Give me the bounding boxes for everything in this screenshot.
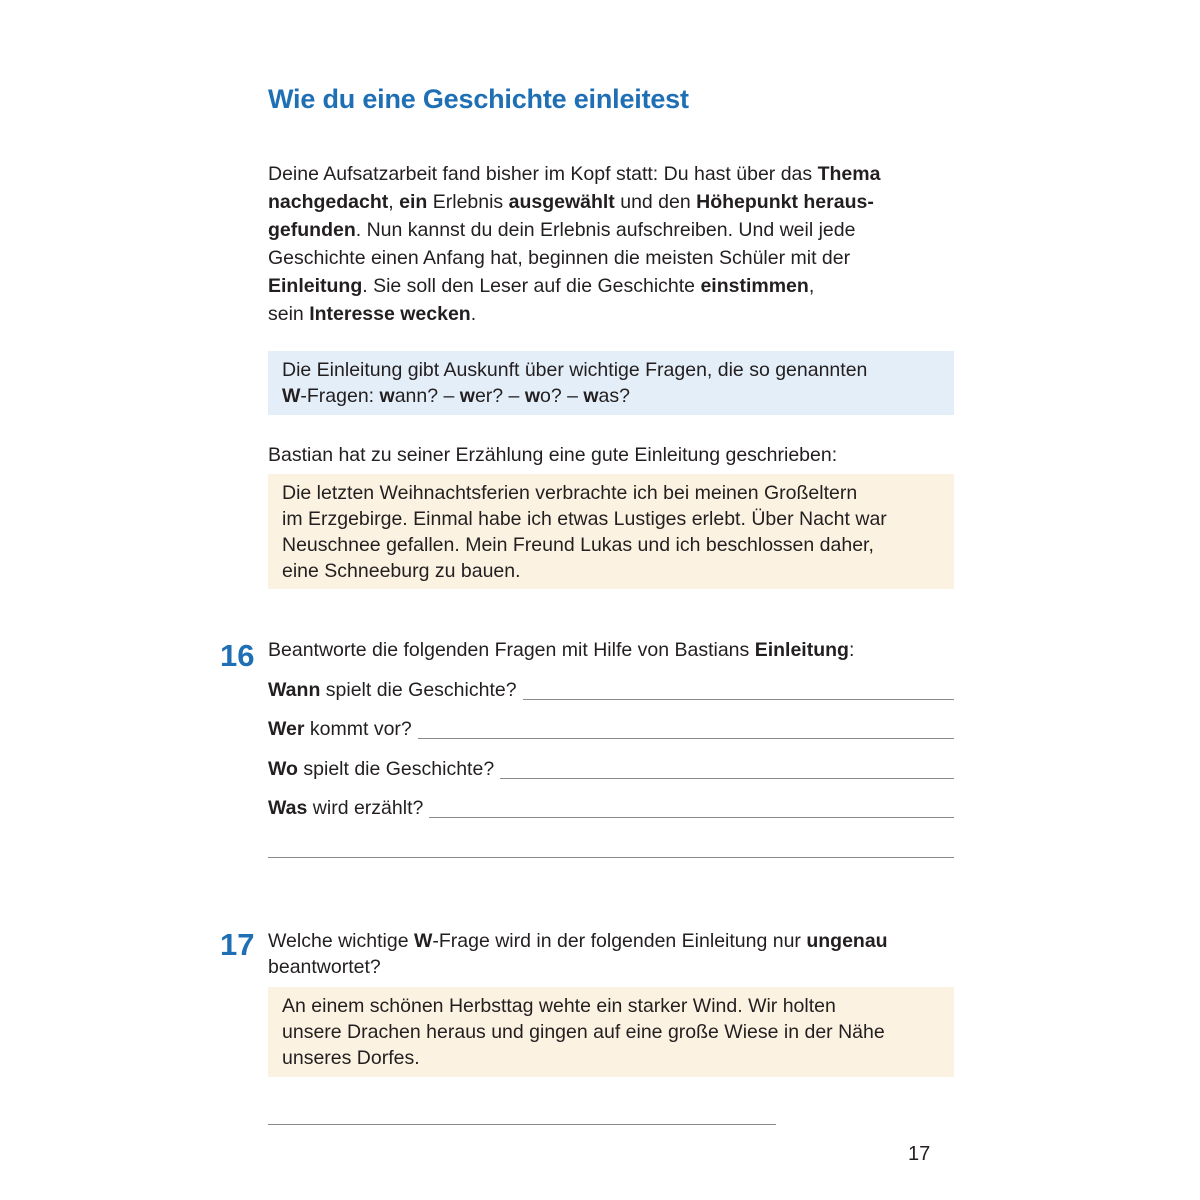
task-bold: Einleitung (754, 639, 849, 661)
example-line: eine Schneeburg zu bauen. (282, 560, 521, 582)
example-line: unsere Drachen heraus und gingen auf eine große Wiese in der Nähe (282, 1021, 885, 1043)
task-number: 17 (220, 927, 255, 962)
question-text: kommt vor? (304, 718, 412, 740)
example-lead: Bastian hat zu seiner Erzählung eine gute Einleitung geschrieben: (268, 444, 838, 466)
intro-text: Deine Aufsatzarbeit fand bisher im Kopf statt: Du hast über das (268, 163, 818, 185)
answer-row-wer (268, 716, 954, 742)
intro-paragraph (268, 160, 948, 328)
page-title: Wie du eine Geschichte einleitest (268, 84, 689, 114)
task-text: beantwortet? (268, 956, 381, 978)
intro-text: Erlebnis (427, 191, 509, 213)
info-box (268, 351, 954, 415)
intro-bold: Einleitung (268, 275, 363, 297)
intro-text: , (808, 275, 815, 297)
intro-bold: ausgewählt (508, 191, 615, 213)
answer-line[interactable] (268, 1124, 776, 1125)
intro-bold: ein (399, 191, 428, 213)
question-label (268, 756, 500, 782)
example-line: unseres Dorfes. (282, 1047, 420, 1069)
question-label (268, 795, 429, 821)
question-text: spielt die Geschichte? (320, 679, 517, 701)
answer-row-wo (268, 756, 954, 782)
intro-text: . Sie soll den Leser auf die Geschichte (362, 275, 701, 297)
example-line: An einem schönen Herbsttag wehte ein starker Wind. Wir holten (282, 995, 836, 1017)
info-text: -Fragen: (300, 385, 380, 407)
question-label (268, 677, 523, 703)
task-text: Welche wichtige (268, 930, 414, 952)
task-instruction (268, 928, 954, 980)
question-label (268, 716, 418, 742)
answer-line[interactable] (429, 817, 954, 818)
example-box-17 (268, 987, 954, 1077)
intro-bold: Interesse wecken (309, 303, 471, 325)
answer-row-was (268, 795, 954, 821)
info-text: as? (598, 385, 630, 407)
info-box-line: Die Einleitung gibt Auskunft über wichtige Fragen, die so genannten (282, 359, 868, 381)
question-text: wird erzählt? (307, 797, 424, 819)
task-number: 16 (220, 638, 255, 673)
question-bold: Wo (268, 758, 298, 780)
question-bold: Wann (268, 679, 321, 701)
info-text: o? – (539, 385, 584, 407)
answer-row-wann (268, 677, 954, 703)
intro-text: . (470, 303, 477, 325)
intro-bold: Höhepunkt herausgefunden (268, 191, 874, 241)
task-text: : (848, 639, 855, 661)
task-text: -Frage wird in der folgenden Einleitung nur (432, 930, 807, 952)
intro-text: und den (614, 191, 697, 213)
page-number: 17 (908, 1143, 931, 1165)
intro-bold: Thema nachgedacht (268, 163, 881, 213)
example-line: Neuschnee gefallen. Mein Freund Lukas und ich beschlossen daher, (282, 534, 874, 556)
info-bold: w (379, 385, 395, 407)
info-bold: w (524, 385, 540, 407)
example-line: Die letzten Weihnachtsferien verbrachte ich bei meinen Großeltern (282, 482, 858, 504)
info-text: ann? – (394, 385, 460, 407)
info-bold: W (282, 385, 301, 407)
info-text: er? – (474, 385, 525, 407)
question-bold: Wer (268, 718, 305, 740)
intro-text: , (388, 191, 400, 213)
task-text: Beantworte die folgenden Fragen mit Hilfe von Bastians (268, 639, 755, 661)
answer-line[interactable] (500, 778, 954, 779)
answer-line[interactable] (418, 738, 954, 739)
example-line: im Erzgebirge. Einmal habe ich etwas Lustiges erlebt. Über Nacht war (282, 508, 887, 530)
task-bold: W (413, 930, 433, 952)
info-bold: w (459, 385, 475, 407)
answer-line[interactable] (523, 699, 954, 700)
intro-text: . Nun kannst du dein Erlebnis aufschreiben. Und weil jede Geschichte einen Anfang hat, beginnen die meisten Schüler mit der (268, 219, 856, 269)
intro-text: sein (268, 303, 310, 325)
question-bold: Was (268, 797, 308, 819)
question-text: spielt die Geschichte? (297, 758, 495, 780)
answer-line[interactable] (268, 857, 954, 858)
info-bold: w (583, 385, 599, 407)
info-box-line (282, 383, 940, 409)
intro-bold: einstimmen (700, 275, 809, 297)
example-box (268, 474, 954, 589)
task-bold: ungenau (806, 930, 888, 952)
task-instruction (268, 637, 854, 663)
